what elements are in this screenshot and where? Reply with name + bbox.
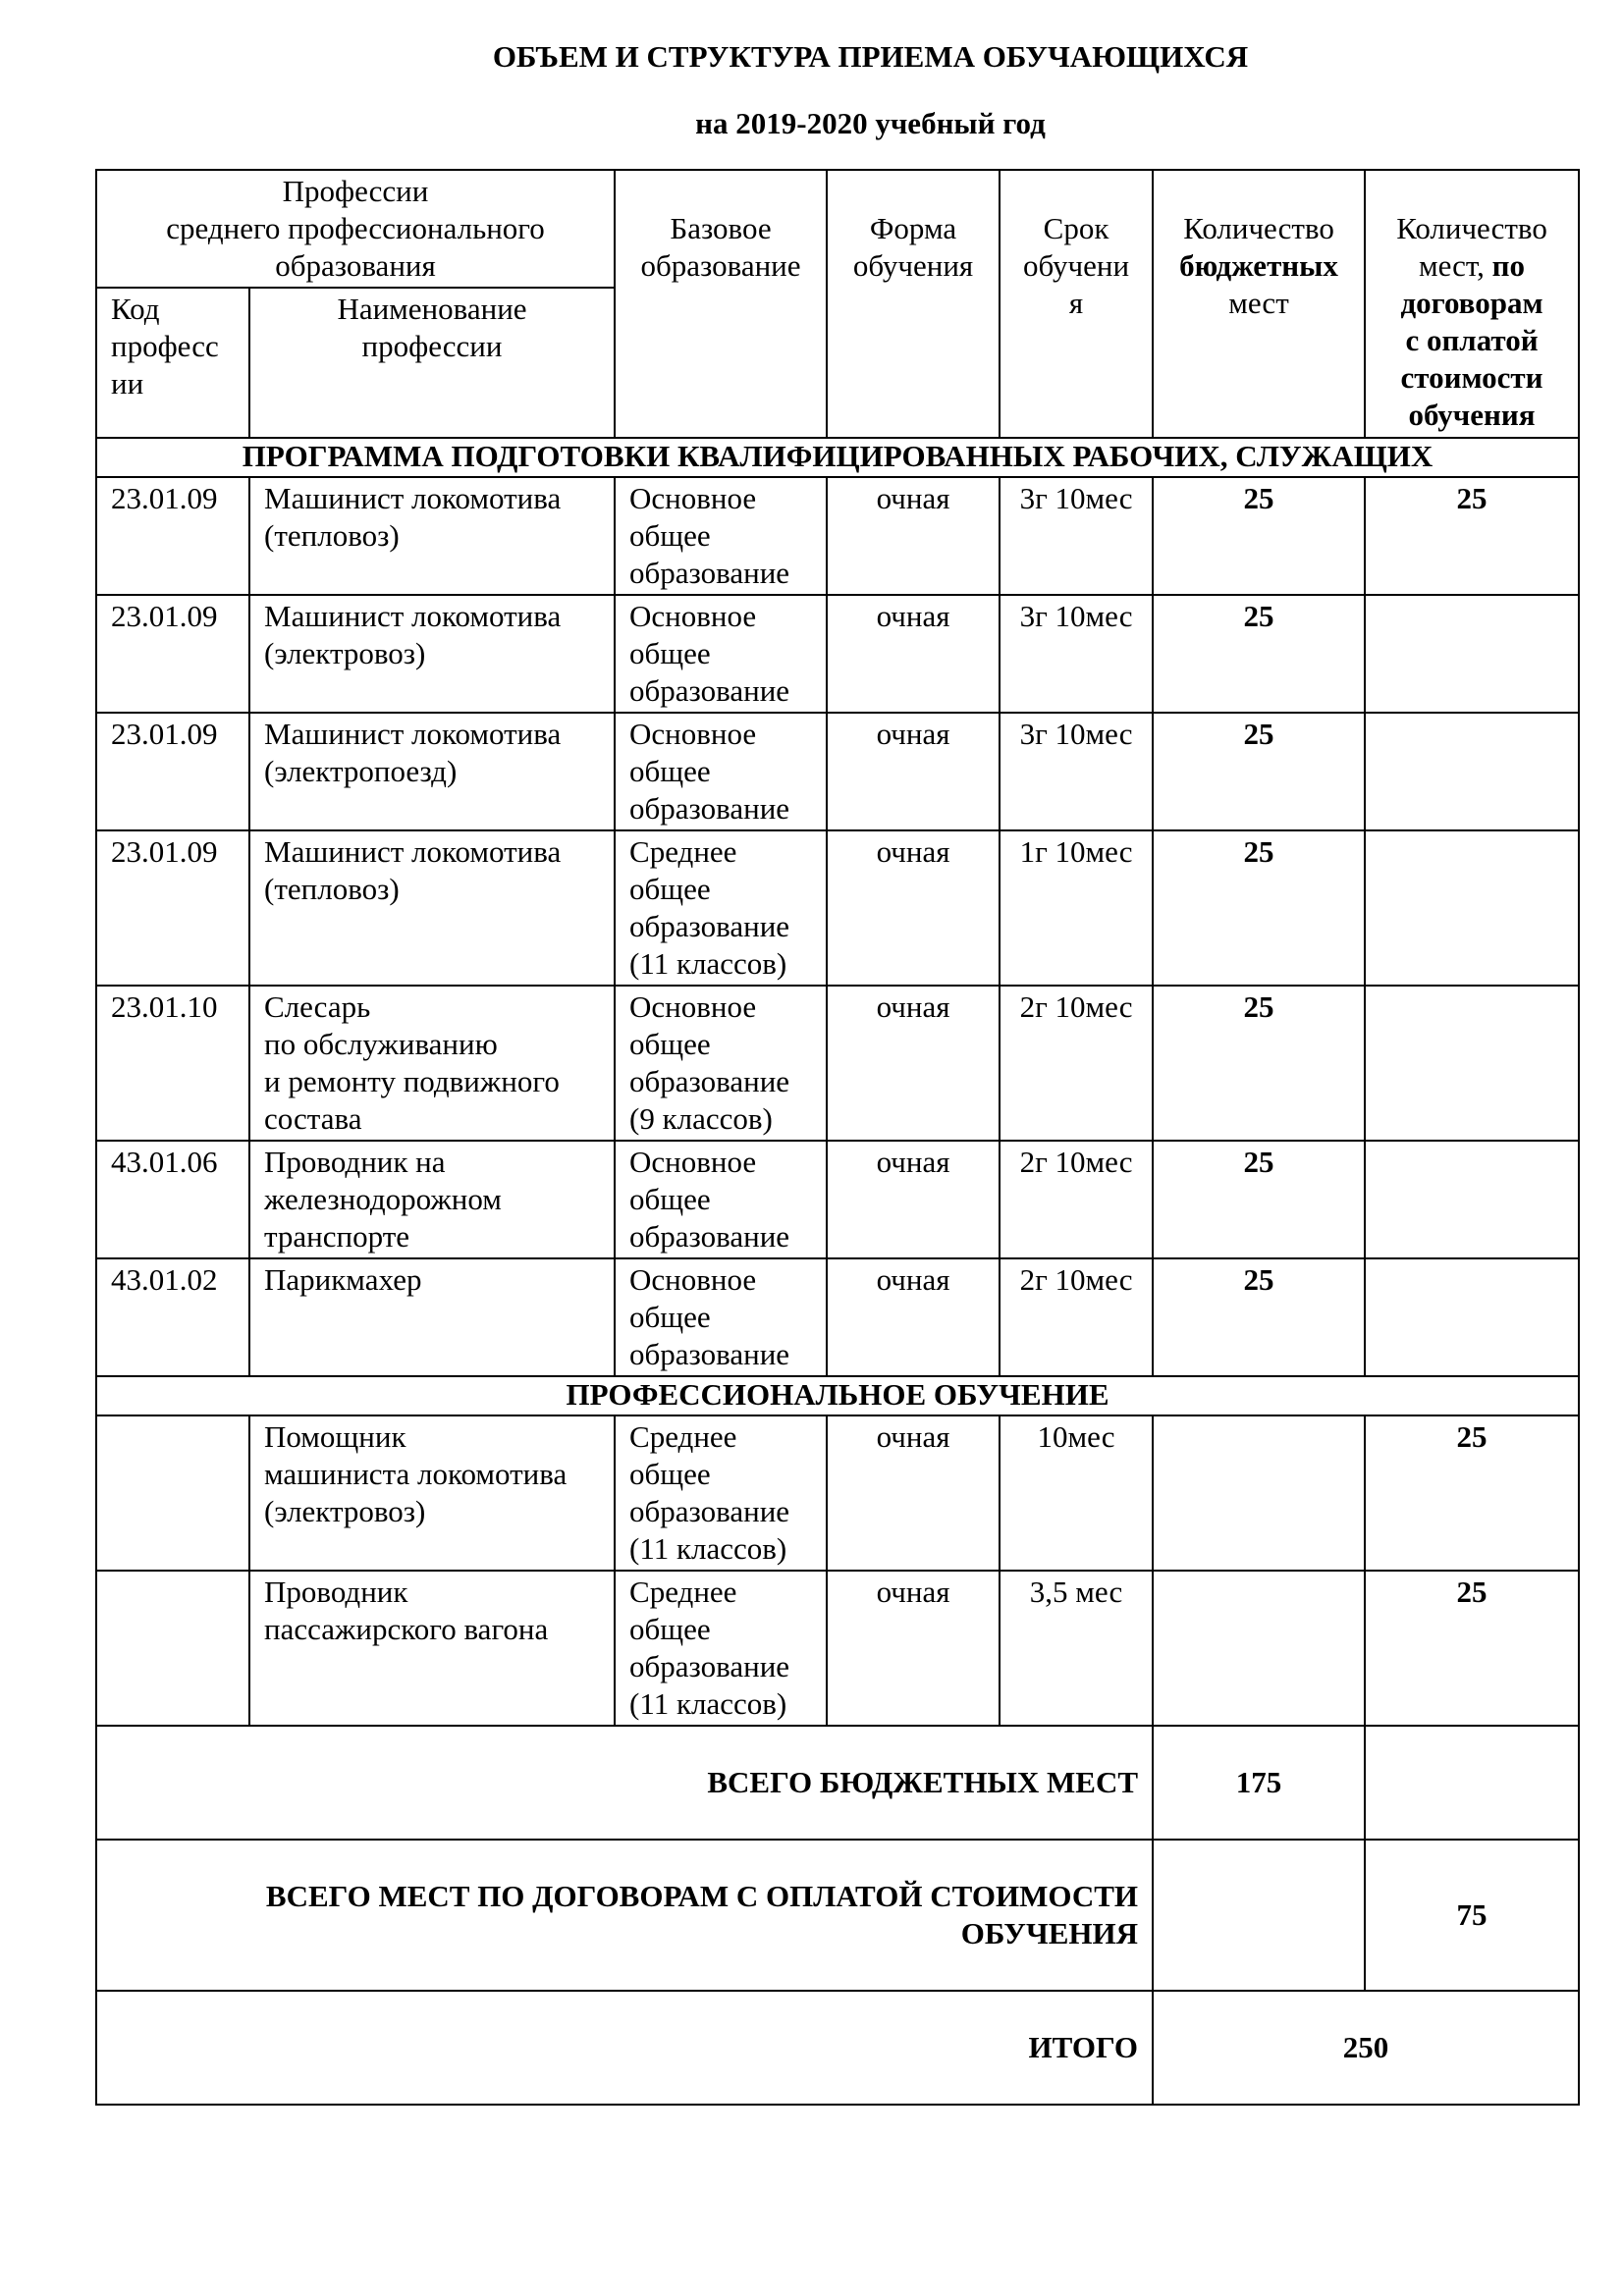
grand-total-row [96, 1991, 1579, 2105]
base-education: Основное общее образование [615, 1141, 827, 1258]
study-term: 3г 10мес [1000, 713, 1153, 830]
table-row [96, 1141, 1579, 1258]
budget-places: 25 [1153, 986, 1365, 1141]
profession-name: Парикмахер [249, 1258, 615, 1376]
budget-places: 25 [1153, 830, 1365, 986]
profession-name: Слесарь по обслуживанию и ремонту подвижного состава [249, 986, 615, 1141]
table-row [96, 477, 1579, 595]
profession-code: 23.01.09 [96, 477, 249, 595]
header-name: Наименование профессии [249, 288, 615, 438]
study-term: 3г 10мес [1000, 595, 1153, 713]
table-row [96, 1415, 1579, 1571]
paid-places [1365, 1141, 1579, 1258]
section-row [96, 438, 1579, 477]
base-education: Среднее общее образование (11 классов) [615, 1571, 827, 1726]
profession-code: 43.01.02 [96, 1258, 249, 1376]
paid-places: 25 [1365, 477, 1579, 595]
header-profession-group: Профессии среднего профессионального образования [96, 170, 615, 288]
total-paid-value: 75 [1365, 1840, 1579, 1991]
paid-places [1365, 1258, 1579, 1376]
budget-places: 25 [1153, 595, 1365, 713]
study-term: 3,5 мес [1000, 1571, 1153, 1726]
study-term: 3г 10мес [1000, 477, 1153, 595]
paid-places [1365, 986, 1579, 1141]
profession-name: Машинист локомотива (тепловоз) [249, 477, 615, 595]
table-row [96, 1258, 1579, 1376]
header-code: Код професс ии [96, 288, 249, 438]
profession-name: Машинист локомотива (электровоз) [249, 595, 615, 713]
profession-name: Проводник на железнодорожном транспорте [249, 1141, 615, 1258]
study-form: очная [827, 1258, 1000, 1376]
table-row [96, 830, 1579, 986]
study-form: очная [827, 986, 1000, 1141]
header-study-term: Срок обучени я [1000, 170, 1153, 438]
section-row [96, 1376, 1579, 1415]
base-education: Основное общее образование [615, 595, 827, 713]
header-row-1 [96, 170, 1579, 288]
grand-total-label: ИТОГО [96, 1991, 1153, 2105]
total-budget-row [96, 1726, 1579, 1840]
base-education: Основное общее образование [615, 477, 827, 595]
paid-places [1365, 713, 1579, 830]
study-form: очная [827, 1141, 1000, 1258]
base-education: Основное общее образование (9 классов) [615, 986, 827, 1141]
paid-places: 25 [1365, 1571, 1579, 1726]
profession-code [96, 1571, 249, 1726]
paid-places [1365, 830, 1579, 986]
profession-name: Машинист локомотива (электропоезд) [249, 713, 615, 830]
grand-total-value: 250 [1153, 1991, 1579, 2105]
study-form: очная [827, 477, 1000, 595]
study-term: 2г 10мес [1000, 1258, 1153, 1376]
profession-name: Помощник машиниста локомотива (электровоз) [249, 1415, 615, 1571]
study-form: очная [827, 713, 1000, 830]
table-row [96, 986, 1579, 1141]
total-budget-label: ВСЕГО БЮДЖЕТНЫХ МЕСТ [96, 1726, 1153, 1840]
study-form: очная [827, 830, 1000, 986]
study-form: очная [827, 1415, 1000, 1571]
table-row [96, 1571, 1579, 1726]
budget-places: 25 [1153, 1258, 1365, 1376]
paid-places [1365, 595, 1579, 713]
section-title: ПРОФЕССИОНАЛЬНОЕ ОБУЧЕНИЕ [96, 1376, 1579, 1415]
study-term: 10мес [1000, 1415, 1153, 1571]
total-paid-label: ВСЕГО МЕСТ ПО ДОГОВОРАМ С ОПЛАТОЙ СТОИМОСТИ ОБУЧЕНИЯ [96, 1840, 1153, 1991]
empty-cell [1153, 1840, 1365, 1991]
profession-code: 23.01.09 [96, 595, 249, 713]
study-term: 2г 10мес [1000, 986, 1153, 1141]
profession-code: 23.01.09 [96, 830, 249, 986]
study-term: 2г 10мес [1000, 1141, 1153, 1258]
section-title: ПРОГРАММА ПОДГОТОВКИ КВАЛИФИЦИРОВАННЫХ РАБОЧИХ, СЛУЖАЩИХ [96, 438, 1579, 477]
table-row [96, 595, 1579, 713]
total-paid-row [96, 1840, 1579, 1991]
header-paid-places: Количество мест, по договорам с оплатой стоимости обучения [1365, 170, 1579, 438]
budget-places: 25 [1153, 1141, 1365, 1258]
profession-name: Проводник пассажирского вагона [249, 1571, 615, 1726]
profession-name: Машинист локомотива (тепловоз) [249, 830, 615, 986]
page-title: ОБЪЕМ И СТРУКТУРА ПРИЕМА ОБУЧАЮЩИХСЯ [492, 39, 1249, 74]
empty-cell [1365, 1726, 1579, 1840]
page-subtitle: на 2019-2020 учебный год [695, 106, 1046, 140]
base-education: Среднее общее образование (11 классов) [615, 1415, 827, 1571]
profession-code: 23.01.10 [96, 986, 249, 1141]
budget-places: 25 [1153, 477, 1365, 595]
paid-places: 25 [1365, 1415, 1579, 1571]
base-education: Среднее общее образование (11 классов) [615, 830, 827, 986]
study-form: очная [827, 1571, 1000, 1726]
profession-code: 23.01.09 [96, 713, 249, 830]
profession-code [96, 1415, 249, 1571]
total-budget-value: 175 [1153, 1726, 1365, 1840]
admission-table [95, 169, 1580, 2106]
study-form: очная [827, 595, 1000, 713]
table-row [96, 713, 1579, 830]
base-education: Основное общее образование [615, 1258, 827, 1376]
budget-places [1153, 1415, 1365, 1571]
budget-places: 25 [1153, 713, 1365, 830]
header-study-form: Форма обучения [827, 170, 1000, 438]
base-education: Основное общее образование [615, 713, 827, 830]
study-term: 1г 10мес [1000, 830, 1153, 986]
header-base-education: Базовое образование [615, 170, 827, 438]
header-budget-places: Количество бюджетных мест [1153, 170, 1365, 438]
budget-places [1153, 1571, 1365, 1726]
profession-code: 43.01.06 [96, 1141, 249, 1258]
